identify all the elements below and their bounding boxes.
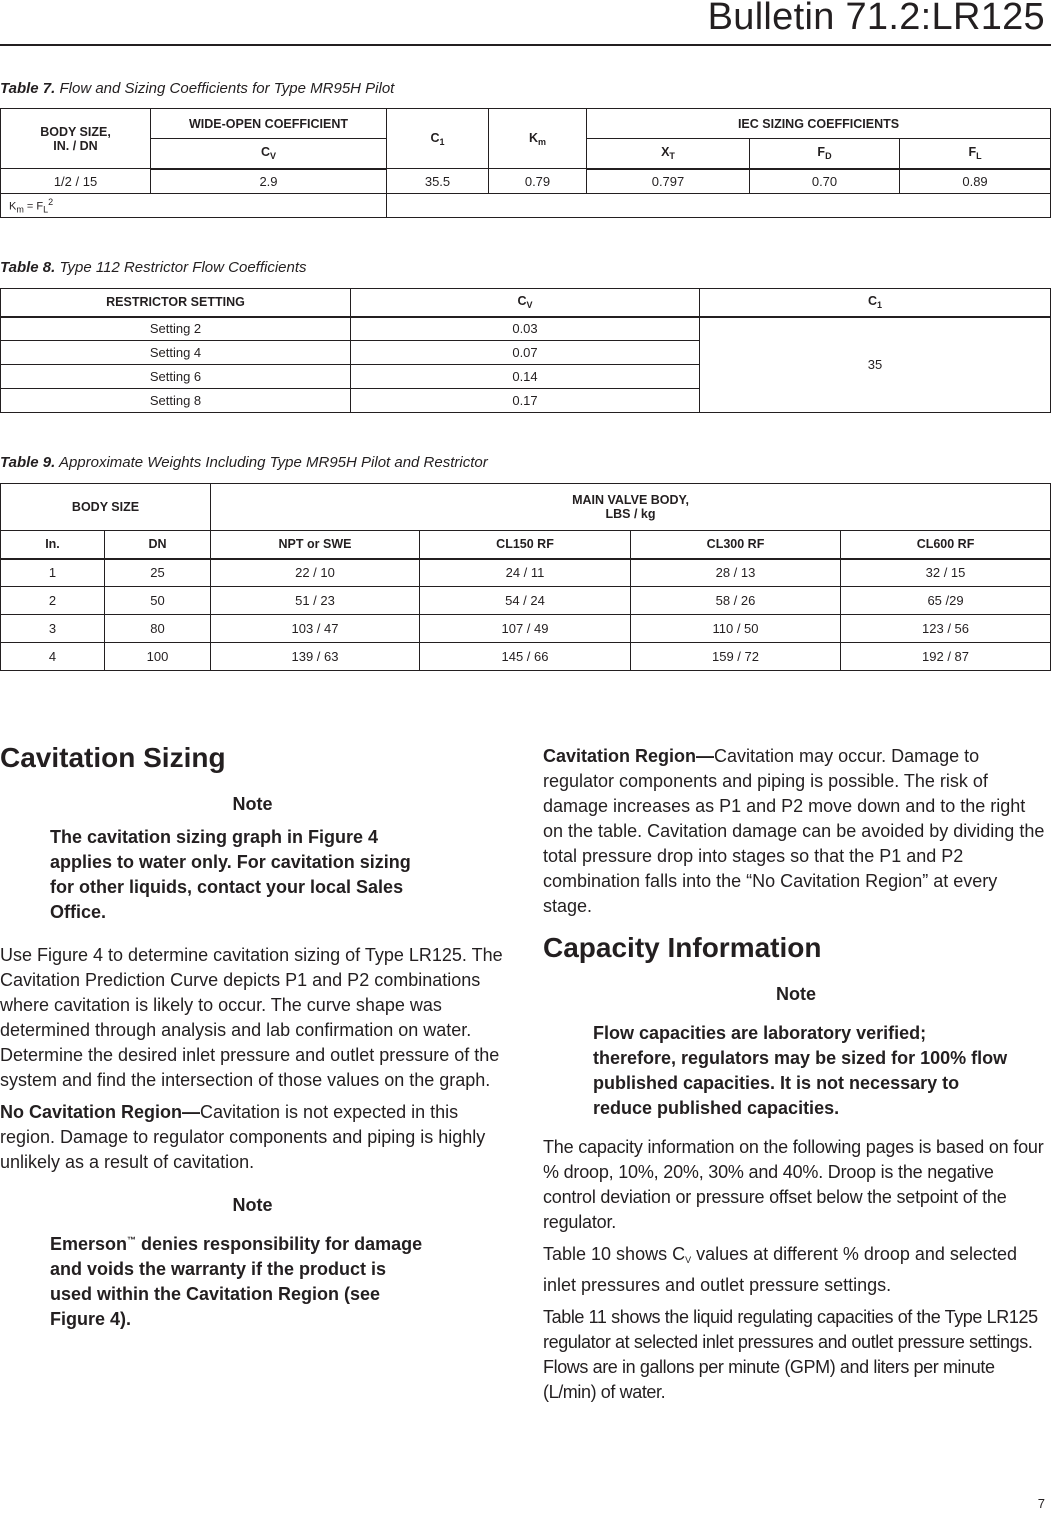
table9-col-cl300: CL300 RF <box>631 531 841 559</box>
table7-footnote: $K_m = F_L^2$ <box>1 194 387 218</box>
note-heading: Note <box>232 1195 273 1215</box>
table-cell: 25 <box>105 559 211 587</box>
table-cell: 1 <box>1 559 105 587</box>
table-cell: 192 / 87 <box>841 643 1051 671</box>
table-cell: 51 / 23 <box>211 587 420 615</box>
table9 <box>0 483 1051 671</box>
table-cell: Setting 4 <box>1 341 351 365</box>
table-row <box>1 615 1051 643</box>
table-cell: 80 <box>105 615 211 643</box>
table9-col-npt: NPT or SWE <box>211 531 420 559</box>
table9-col-cl150: CL150 RF <box>420 531 631 559</box>
note-heading: Note <box>776 984 816 1004</box>
table8-label: Table 8. <box>0 259 56 276</box>
table-cell: 0.14 <box>351 365 700 389</box>
table7-label: Table 7. <box>0 80 56 97</box>
table-cell: 50 <box>105 587 211 615</box>
bulletin-title: Bulletin 71.2:LR125 <box>707 0 1045 38</box>
table-cell: 0.07 <box>351 341 700 365</box>
table-cell: 0.03 <box>351 317 700 341</box>
table-row <box>1 643 1051 671</box>
note-body: Emerson™ denies responsibility for damage and voids the warranty if the product is used within the Cavitation Region (see Figure 4). <box>50 1234 423 1329</box>
left-column <box>0 742 505 1332</box>
header-rule <box>0 44 1051 46</box>
cavitation-sizing-heading: Cavitation Sizing <box>0 742 226 773</box>
table7-header-fl: $F_L$ <box>900 139 1051 169</box>
table-cell: 58 / 26 <box>631 587 841 615</box>
table-cell: 0.797 <box>587 169 750 194</box>
table-cell: 32 / 15 <box>841 559 1051 587</box>
table-row <box>1 587 1051 615</box>
table-cell: 28 / 13 <box>631 559 841 587</box>
table7-caption <box>0 80 394 97</box>
table9-col-dn: DN <box>105 531 211 559</box>
table7-header-c1: $C_1$ <box>387 109 489 169</box>
note-body: Flow capacities are laboratory verified; therefore, regulators may be sized for 100% flow published capacities. It is not necessary to reduce published capacities. <box>593 1023 1008 1118</box>
table-cell: Setting 6 <box>1 365 351 389</box>
table9-caption <box>0 454 488 471</box>
table7-header-km: $K_m$ <box>489 109 587 169</box>
table9-label: Table 9. <box>0 454 56 471</box>
table-cell: 103 / 47 <box>211 615 420 643</box>
cavitation-paragraph: Use Figure 4 to determine cavitation sizing of Type LR125. The Cavitation Prediction Curve depicts P1 and P2 combinations where cavitation is likely to occur. The curve shape was determined through analysis and lab confirmation on water. Determine the desired inlet pressure and outlet pressure of the system and find the intersection of those values on the graph. <box>0 945 503 1090</box>
table11-paragraph: Table 11 shows the liquid regulating capacities of the Type LR125 regulator at selected inlet pressures and outlet pressure settings. Flows are in gallons per minute (GPM) and liters per minute (L/min) of water. <box>543 1307 1038 1402</box>
table8-c1-value: 35 <box>700 317 1051 413</box>
right-column <box>543 744 1049 1405</box>
cavitation-region-paragraph: Cavitation Region—Cavitation may occur. Damage to regulator components and piping is possible. The risk of damage increases as P1 and P2 move down and to the right on the table. Cavitation damage can be avoided by dividing the total pressure drop into stages so that the P1 and P2 combination falls into the “No Cavitation Region” at every stage. <box>543 746 1045 916</box>
table10-paragraph: Table 10 shows $C_V$ values at different % droop and selected inlet pressures and outlet pressure settings. <box>543 1244 1017 1295</box>
table-cell: 4 <box>1 643 105 671</box>
table7-header-wide-open: WIDE-OPEN COEFFICIENT <box>151 109 387 139</box>
table-cell: 65 /29 <box>841 587 1051 615</box>
table7-header-iec: IEC SIZING COEFFICIENTS <box>587 109 1051 139</box>
table-cell: 0.17 <box>351 389 700 413</box>
table8-header-setting: RESTRICTOR SETTING <box>1 289 351 317</box>
table-cell: 100 <box>105 643 211 671</box>
table-cell: 35.5 <box>387 169 489 194</box>
table-cell: 3 <box>1 615 105 643</box>
table8-caption <box>0 259 307 276</box>
table9-header-body-size: BODY SIZE <box>1 484 211 531</box>
table-cell: 159 / 72 <box>631 643 841 671</box>
table-cell: 145 / 66 <box>420 643 631 671</box>
note-heading: Note <box>232 794 273 814</box>
table9-header-main-valve: MAIN VALVE BODY, LBS / kg <box>211 484 1051 531</box>
table7-title: Flow and Sizing Coefficients for Type MR95H Pilot <box>59 80 395 97</box>
table9-col-cl600: CL600 RF <box>841 531 1051 559</box>
table9-title: Approximate Weights Including Type MR95H Pilot and Restrictor <box>58 454 488 471</box>
table-cell: 2.9 <box>151 169 387 194</box>
table-row <box>1 559 1051 587</box>
capacity-information-heading: Capacity Information <box>543 932 822 963</box>
table-row <box>1 317 1051 341</box>
capacity-paragraph: The capacity information on the following pages is based on four % droop, 10%, 20%, 30% and 40%. Droop is the negative control deviation or pressure offset below the setpoint of the regulator. <box>543 1137 1044 1232</box>
table7-header-xt: $X_T$ <box>587 139 750 169</box>
table-cell: 107 / 49 <box>420 615 631 643</box>
table-cell: 0.79 <box>489 169 587 194</box>
table7-header-body-size: BODY SIZE, IN. / DN <box>1 109 151 169</box>
table8-header-c1: $C_1$ <box>700 289 1051 317</box>
table-cell: 0.70 <box>750 169 900 194</box>
table8-title: Type 112 Restrictor Flow Coefficients <box>59 259 307 276</box>
table8-header-cv: $C_V$ <box>351 289 700 317</box>
table-row <box>1 169 1051 194</box>
table-cell: 0.89 <box>900 169 1051 194</box>
table-cell: 110 / 50 <box>631 615 841 643</box>
table-cell: 139 / 63 <box>211 643 420 671</box>
table7-header-cv: $C_V$ <box>151 139 387 169</box>
table-cell: 123 / 56 <box>841 615 1051 643</box>
note-body: The cavitation sizing graph in Figure 4 applies to water only. For cavitation sizing for other liquids, contact your local Sales Office. <box>50 827 411 922</box>
table-cell: 22 / 10 <box>211 559 420 587</box>
table-cell: Setting 2 <box>1 317 351 341</box>
table7 <box>0 108 1051 218</box>
table7-header-fd: $F_D$ <box>750 139 900 169</box>
table8 <box>0 288 1051 413</box>
table9-col-in: In. <box>1 531 105 559</box>
table-cell: Setting 8 <box>1 389 351 413</box>
page-number: 7 <box>1037 1496 1045 1511</box>
table-cell: 1/2 / 15 <box>1 169 151 194</box>
table-cell: 2 <box>1 587 105 615</box>
table-cell: 54 / 24 <box>420 587 631 615</box>
no-cavitation-paragraph: No Cavitation Region—Cavitation is not expected in this region. Damage to regulator components and piping is highly unlikely as a result of cavitation. <box>0 1102 486 1172</box>
table-cell: 24 / 11 <box>420 559 631 587</box>
